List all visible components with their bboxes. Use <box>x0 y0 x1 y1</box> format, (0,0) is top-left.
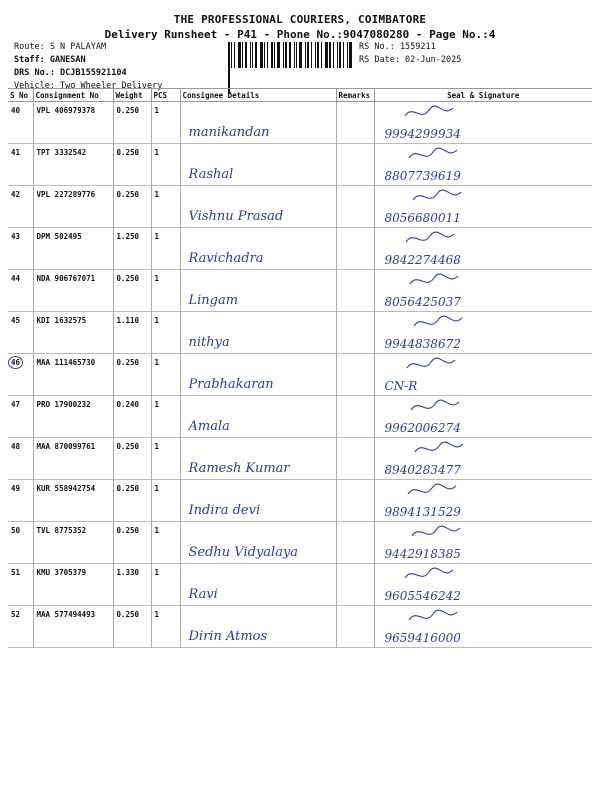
row-sno <box>8 522 33 564</box>
route-text: Route: S N PALAYAM <box>14 42 107 52</box>
barcode-bar <box>337 42 338 68</box>
row-consignment-no-text: TPT 3332542 <box>36 148 87 157</box>
barcode-bar <box>238 42 241 68</box>
row-consignment-no <box>33 228 113 270</box>
row-sno-text: 49 <box>11 484 21 493</box>
barcode-bar <box>311 42 312 68</box>
row-consignment-no-text: KUR 558942754 <box>36 484 96 493</box>
row-pcs <box>151 480 180 522</box>
row-weight-text: 1.330 <box>116 568 140 577</box>
row-sno <box>8 270 33 312</box>
handwritten-phone: 8807739619 <box>384 169 461 183</box>
row-consignment-no-text: MAA 870099761 <box>36 442 96 451</box>
handwritten-consignee-name: Sedhu Vidyalaya <box>188 545 299 560</box>
row-seal-signature <box>374 354 592 396</box>
row-remarks <box>336 102 374 144</box>
handwritten-consignee-name: Indira devi <box>188 503 261 518</box>
row-pcs <box>151 102 180 144</box>
row-consignment-no-text: KDI 1632575 <box>36 316 87 325</box>
row-sno-text: 45 <box>11 316 21 325</box>
row-consignment-no-text: TVL 8775352 <box>36 526 87 535</box>
col-weight: Weight <box>113 89 151 102</box>
barcode-bar <box>315 42 316 68</box>
barcode-bar <box>250 42 251 68</box>
table-row <box>8 438 592 480</box>
row-remarks <box>336 354 374 396</box>
row-sno-text: 48 <box>11 442 21 451</box>
row-pcs <box>151 144 180 186</box>
handwritten-consignee-name: Amala <box>188 419 230 434</box>
col-consignment: Consignment No <box>33 89 113 102</box>
rs-date: RS Date: 02-Jun-2025 <box>359 55 462 65</box>
row-weight <box>113 522 151 564</box>
barcode-bar <box>305 42 306 68</box>
row-weight-text: 0.250 <box>116 148 140 157</box>
signature-scribble <box>395 188 475 206</box>
handwritten-phone: 8056680011 <box>384 211 461 225</box>
row-weight <box>113 228 151 270</box>
row-sno <box>8 396 33 438</box>
row-remarks <box>336 144 374 186</box>
row-pcs-text: 1 <box>154 148 160 157</box>
row-pcs <box>151 312 180 354</box>
row-weight-text: 0.250 <box>116 274 140 283</box>
barcode-bar <box>242 42 243 68</box>
drs-number: DRS No.: DCJB155921104 <box>14 68 127 78</box>
row-sno-text: 47 <box>11 400 21 409</box>
row-seal-signature <box>374 396 592 438</box>
table-row <box>8 354 592 396</box>
row-sno <box>8 228 33 270</box>
row-weight-text: 0.250 <box>116 484 140 493</box>
row-sno-text: 46 <box>11 358 21 367</box>
row-consignment-no <box>33 606 113 648</box>
barcode-image <box>228 42 356 68</box>
row-consignment-no-text: NDA 906767071 <box>36 274 96 283</box>
row-remarks <box>336 438 374 480</box>
runsheet-subtitle: Delivery Runsheet - P41 - Phone No.:9047080280 - Page No.:4 <box>104 28 496 41</box>
table-row <box>8 606 592 648</box>
row-sno <box>8 564 33 606</box>
handwritten-consignee-name: Lingam <box>188 293 239 308</box>
barcode-bar <box>347 42 348 68</box>
table-row <box>8 564 592 606</box>
company-title: THE PROFESSIONAL COURIERS, COIMBATORE <box>173 13 427 26</box>
handwritten-consignee-name: Rashal <box>188 167 234 182</box>
barcode-bar <box>349 42 352 68</box>
barcode-bar <box>343 42 344 68</box>
row-seal-signature <box>374 228 592 270</box>
row-pcs-text: 1 <box>154 316 160 325</box>
handwritten-consignee-name: Vishnu Prasad <box>188 209 284 224</box>
staff-line <box>14 54 162 67</box>
row-pcs <box>151 228 180 270</box>
table-row <box>8 312 592 354</box>
signature-scribble <box>395 398 475 416</box>
row-seal-signature <box>374 438 592 480</box>
row-consignee <box>180 606 336 648</box>
row-pcs-text: 1 <box>154 484 160 493</box>
row-consignee <box>180 102 336 144</box>
row-weight-text: 1.250 <box>116 232 140 241</box>
row-remarks <box>336 396 374 438</box>
signature-scribble <box>395 566 475 584</box>
row-pcs-text: 1 <box>154 358 160 367</box>
row-sno <box>8 480 33 522</box>
handwritten-phone: 9605546242 <box>384 589 461 603</box>
barcode-bar <box>274 42 275 68</box>
barcode-bar <box>283 42 284 68</box>
row-consignee <box>180 228 336 270</box>
row-consignee <box>180 396 336 438</box>
row-weight <box>113 564 151 606</box>
row-pcs-text: 1 <box>154 106 160 115</box>
barcode-bar <box>271 42 273 68</box>
col-pcs: PCS <box>151 89 180 102</box>
row-sno <box>8 144 33 186</box>
barcode-bar <box>333 42 334 68</box>
row-consignment-no <box>33 396 113 438</box>
signature-scribble <box>395 230 475 248</box>
barcode-bar <box>296 42 297 68</box>
handwritten-phone: 9894131529 <box>384 505 461 519</box>
row-consignment-no <box>33 186 113 228</box>
row-consignment-no <box>33 270 113 312</box>
row-seal-signature <box>374 102 592 144</box>
pen-circle-mark <box>8 356 23 369</box>
row-pcs-text: 1 <box>154 526 160 535</box>
barcode-bar <box>277 42 280 68</box>
row-seal-signature <box>374 480 592 522</box>
row-consignee <box>180 312 336 354</box>
row-sno <box>8 186 33 228</box>
table-row <box>8 102 592 144</box>
row-weight-text: 0.250 <box>116 190 140 199</box>
barcode-bar <box>289 42 291 68</box>
row-weight-text: 0.250 <box>116 358 140 367</box>
row-pcs-text: 1 <box>154 442 160 451</box>
row-weight <box>113 354 151 396</box>
row-weight <box>113 396 151 438</box>
barcode-bar <box>294 42 295 68</box>
row-sno-text: 44 <box>11 274 21 283</box>
row-remarks <box>336 312 374 354</box>
row-seal-signature <box>374 144 592 186</box>
row-consignment-no <box>33 102 113 144</box>
signature-scribble <box>395 524 475 542</box>
signature-scribble <box>395 314 475 332</box>
row-pcs-text: 1 <box>154 610 160 619</box>
row-pcs <box>151 606 180 648</box>
row-sno-text: 41 <box>11 148 21 157</box>
table-row <box>8 270 592 312</box>
barcode-bar <box>245 42 247 68</box>
table-row <box>8 396 592 438</box>
row-sno-text: 40 <box>11 106 21 115</box>
row-pcs <box>151 354 180 396</box>
row-pcs-text: 1 <box>154 232 160 241</box>
col-signature: Seal & Signature <box>374 89 592 102</box>
row-consignment-no <box>33 354 113 396</box>
row-sno-text: 50 <box>11 526 21 535</box>
barcode-bar <box>321 42 322 68</box>
row-consignee <box>180 186 336 228</box>
row-seal-signature <box>374 522 592 564</box>
row-sno <box>8 312 33 354</box>
row-weight-text: 0.250 <box>116 442 140 451</box>
vehicle-text: Vehicle: Two Wheeler Delivery <box>14 81 163 91</box>
row-remarks <box>336 522 374 564</box>
handwritten-phone: 9842274468 <box>384 253 461 267</box>
row-consignment-no <box>33 522 113 564</box>
table-header-row <box>8 89 592 102</box>
row-sno-text: 43 <box>11 232 21 241</box>
meta-left <box>14 41 162 93</box>
row-pcs <box>151 186 180 228</box>
handwritten-phone: 8940283477 <box>384 463 461 477</box>
row-sno <box>8 438 33 480</box>
row-remarks <box>336 186 374 228</box>
row-pcs-text: 1 <box>154 568 160 577</box>
row-consignee <box>180 438 336 480</box>
table-row <box>8 228 592 270</box>
signature-scribble <box>395 482 475 500</box>
row-consignment-no <box>33 438 113 480</box>
row-seal-signature <box>374 312 592 354</box>
row-consignment-no-text: DPM 502495 <box>36 232 82 241</box>
row-consignment-no <box>33 312 113 354</box>
row-consignee <box>180 270 336 312</box>
runsheet-table <box>8 88 592 648</box>
row-seal-signature <box>374 606 592 648</box>
rs-number: RS No.: 1559211 <box>359 42 436 52</box>
barcode-bar <box>307 42 309 68</box>
row-remarks <box>336 270 374 312</box>
row-sno-text: 52 <box>11 610 21 619</box>
signature-scribble <box>395 146 475 164</box>
table-row <box>8 480 592 522</box>
row-seal-signature <box>374 270 592 312</box>
row-weight <box>113 270 151 312</box>
staff-label: Staff: <box>14 55 50 65</box>
barcode-bar <box>317 42 319 68</box>
handwritten-consignee-name: Ravichadra <box>188 251 264 266</box>
handwritten-phone: 9962006274 <box>384 421 461 435</box>
barcode-bar <box>299 42 302 68</box>
barcode-bar <box>260 42 263 68</box>
row-consignment-no-text: VPL 227289776 <box>36 190 96 199</box>
row-remarks <box>336 564 374 606</box>
row-remarks <box>336 480 374 522</box>
row-seal-signature <box>374 186 592 228</box>
row-weight <box>113 102 151 144</box>
barcode-bar <box>329 42 331 68</box>
row-weight-text: 0.240 <box>116 400 140 409</box>
barcode-bar <box>255 42 257 68</box>
handwritten-consignee-name: Dirin Atmos <box>188 629 268 644</box>
row-consignee <box>180 564 336 606</box>
row-pcs <box>151 396 180 438</box>
signature-scribble <box>395 608 475 626</box>
barcode-bar <box>267 42 268 68</box>
barcode-bar <box>325 42 328 68</box>
row-consignment-no-text: VPL 406979378 <box>36 106 96 115</box>
col-sno: S No <box>8 89 33 102</box>
row-sno <box>8 354 33 396</box>
row-weight <box>113 438 151 480</box>
handwritten-consignee-name: Prabhakaran <box>188 377 274 392</box>
row-remarks <box>336 606 374 648</box>
row-seal-signature <box>374 564 592 606</box>
barcode-bar <box>264 42 265 68</box>
row-consignee <box>180 144 336 186</box>
row-weight-text: 0.250 <box>116 610 140 619</box>
handwritten-consignee-name: Ravi <box>188 587 218 602</box>
meta-right <box>359 41 461 67</box>
row-weight <box>113 144 151 186</box>
barcode-bar <box>228 42 230 68</box>
barcode-bar <box>234 42 235 68</box>
row-pcs-text: 1 <box>154 274 160 283</box>
row-consignment-no-text: KMU 3705379 <box>36 568 87 577</box>
handwritten-phone: 9944838672 <box>384 337 461 351</box>
table-row <box>8 522 592 564</box>
handwritten-phone: 8056425037 <box>384 295 461 309</box>
row-pcs <box>151 564 180 606</box>
row-weight-text: 1.110 <box>116 316 140 325</box>
row-consignment-no <box>33 144 113 186</box>
row-weight <box>113 606 151 648</box>
row-consignee <box>180 354 336 396</box>
row-sno <box>8 606 33 648</box>
row-consignment-no <box>33 480 113 522</box>
row-consignment-no <box>33 564 113 606</box>
signature-scribble <box>395 440 475 458</box>
col-remarks: Remarks <box>336 89 374 102</box>
table-row <box>8 186 592 228</box>
row-weight-text: 0.250 <box>116 526 140 535</box>
signature-scribble <box>395 356 475 374</box>
col-consignee: Consignee Details <box>180 89 336 102</box>
row-consignment-no-text: MAA 577494493 <box>36 610 96 619</box>
handwritten-consignee-name: Ramesh Kumar <box>188 461 290 476</box>
row-sno-text: 42 <box>11 190 21 199</box>
barcode-bar <box>231 42 232 68</box>
barcode-bar <box>252 42 253 68</box>
row-pcs <box>151 522 180 564</box>
row-pcs <box>151 270 180 312</box>
handwritten-consignee-name: manikandan <box>188 125 270 140</box>
handwritten-phone: 9994299934 <box>384 127 461 141</box>
row-sno-text: 51 <box>11 568 21 577</box>
signature-scribble <box>395 104 475 122</box>
row-consignment-no-text: MAA 111465730 <box>36 358 96 367</box>
row-sno <box>8 102 33 144</box>
row-pcs <box>151 438 180 480</box>
table-row <box>8 144 592 186</box>
row-remarks <box>336 228 374 270</box>
row-weight <box>113 480 151 522</box>
row-weight-text: 0.250 <box>116 106 140 115</box>
handwritten-consignee-name: nithya <box>188 335 230 350</box>
row-pcs-text: 1 <box>154 400 160 409</box>
signature-scribble <box>395 272 475 290</box>
handwritten-phone: CN-R <box>384 379 418 393</box>
row-weight <box>113 186 151 228</box>
barcode-bar <box>285 42 287 68</box>
staff-name: GANESAN <box>49 55 86 65</box>
handwritten-phone: 9659416000 <box>384 631 461 645</box>
handwritten-phone: 9442918385 <box>384 547 461 561</box>
row-consignment-no-text: PRO 17900232 <box>36 400 91 409</box>
barcode-bar <box>339 42 341 68</box>
row-consignee <box>180 480 336 522</box>
row-weight <box>113 312 151 354</box>
row-pcs-text: 1 <box>154 190 160 199</box>
row-consignee <box>180 522 336 564</box>
